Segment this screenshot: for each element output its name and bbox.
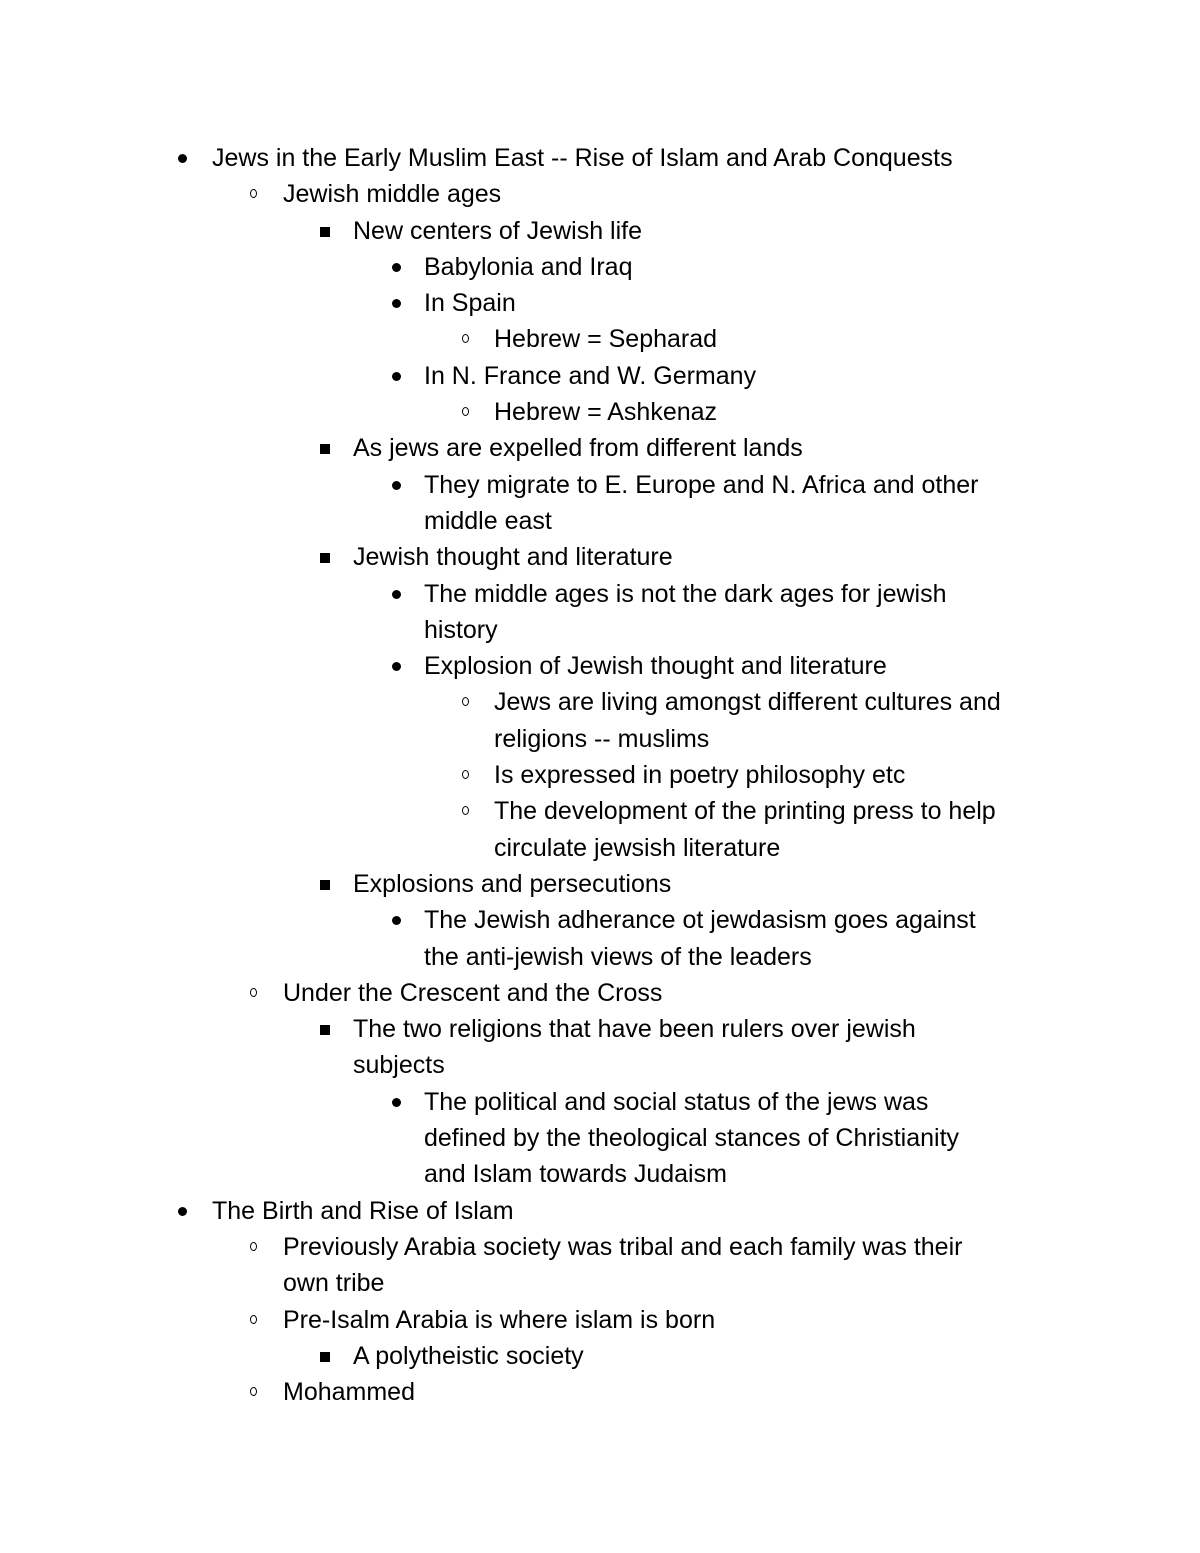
outline-text: Explosions and persecutions xyxy=(353,869,672,898)
outline-text: The development of the printing press to help xyxy=(494,797,996,826)
outline-text: The Jewish adherance ot jewdasism goes against xyxy=(424,906,976,935)
outline-text: circulate jewsish literature xyxy=(494,833,781,862)
outline-text: Babylonia and Iraq xyxy=(424,252,633,281)
outline-text: Hebrew = Ashkenaz xyxy=(494,398,718,427)
outline-line xyxy=(0,285,1200,321)
outline-line xyxy=(0,1193,1200,1229)
outline-text: They migrate to E. Europe and N. Africa and other xyxy=(424,470,979,499)
outline-text: and Islam towards Judaism xyxy=(424,1160,727,1189)
outline-line xyxy=(0,684,1200,720)
outline-line xyxy=(0,793,1200,829)
outline-line xyxy=(0,213,1200,249)
outline-text: the anti-jewish views of the leaders xyxy=(424,942,812,971)
outline-text: Mohammed xyxy=(283,1378,415,1407)
outline-line xyxy=(0,757,1200,793)
outline-line xyxy=(0,1374,1200,1410)
outline-line xyxy=(0,140,1200,176)
outline-line xyxy=(0,467,1200,503)
outline-line xyxy=(0,321,1200,357)
outline-line xyxy=(0,430,1200,466)
outline-text: The two religions that have been rulers over jewish xyxy=(353,1015,916,1044)
outline-line xyxy=(0,1338,1200,1374)
outline-text: A polytheistic society xyxy=(353,1341,584,1370)
outline-text: Is expressed in poetry philosophy etc xyxy=(494,761,906,790)
outline-line xyxy=(0,1120,1200,1156)
outline-text: history xyxy=(424,615,498,644)
outline-line xyxy=(0,539,1200,575)
outline-line xyxy=(0,1265,1200,1301)
outline-line xyxy=(0,830,1200,866)
outline-text: As jews are expelled from different lands xyxy=(353,434,803,463)
outline-text: subjects xyxy=(353,1051,445,1080)
outline-text: defined by the theological stances of Christianity xyxy=(424,1124,960,1153)
outline-line xyxy=(0,902,1200,938)
outline-line xyxy=(0,1229,1200,1265)
outline-line xyxy=(0,358,1200,394)
outline-text: The political and social status of the jews was xyxy=(424,1087,929,1116)
outline-line xyxy=(0,866,1200,902)
outline-line xyxy=(0,249,1200,285)
outline-line xyxy=(0,1156,1200,1192)
outline-line xyxy=(0,975,1200,1011)
outline-text: Hebrew = Sepharad xyxy=(494,325,718,354)
outline-text: own tribe xyxy=(283,1269,385,1298)
outline-text: Jewish thought and literature xyxy=(353,543,673,572)
outline-text: The Birth and Rise of Islam xyxy=(212,1196,514,1225)
outline-text: In Spain xyxy=(424,289,516,318)
outline-text: In N. France and W. Germany xyxy=(424,361,757,390)
outline-text: Under the Crescent and the Cross xyxy=(283,978,663,1007)
outline-line xyxy=(0,1011,1200,1047)
outline-line xyxy=(0,576,1200,612)
outline-line xyxy=(0,1084,1200,1120)
outline-line xyxy=(0,394,1200,430)
outline-text: Pre-Isalm Arabia is where islam is born xyxy=(283,1305,716,1334)
outline-text: Jews in the Early Muslim East -- Rise of Islam and Arab Conquests xyxy=(212,144,953,172)
outline-text: Previously Arabia society was tribal and each family was their xyxy=(283,1232,963,1261)
outline-text: Jews are living amongst different cultures and xyxy=(494,688,1001,717)
outline-line xyxy=(0,1302,1200,1338)
notes-outline xyxy=(0,140,1200,1410)
outline-line xyxy=(0,612,1200,648)
outline-line xyxy=(0,176,1200,212)
outline-text: religions -- muslims xyxy=(494,724,710,753)
outline-line xyxy=(0,503,1200,539)
outline-line xyxy=(0,648,1200,684)
outline-text: Jewish middle ages xyxy=(283,180,502,209)
outline-line xyxy=(0,939,1200,975)
outline-text: Explosion of Jewish thought and literature xyxy=(424,652,887,681)
outline-line xyxy=(0,721,1200,757)
outline-text: New centers of Jewish life xyxy=(353,216,643,245)
outline-text: The middle ages is not the dark ages for jewish xyxy=(424,579,947,608)
outline-line xyxy=(0,1047,1200,1083)
outline-text: middle east xyxy=(424,506,552,535)
